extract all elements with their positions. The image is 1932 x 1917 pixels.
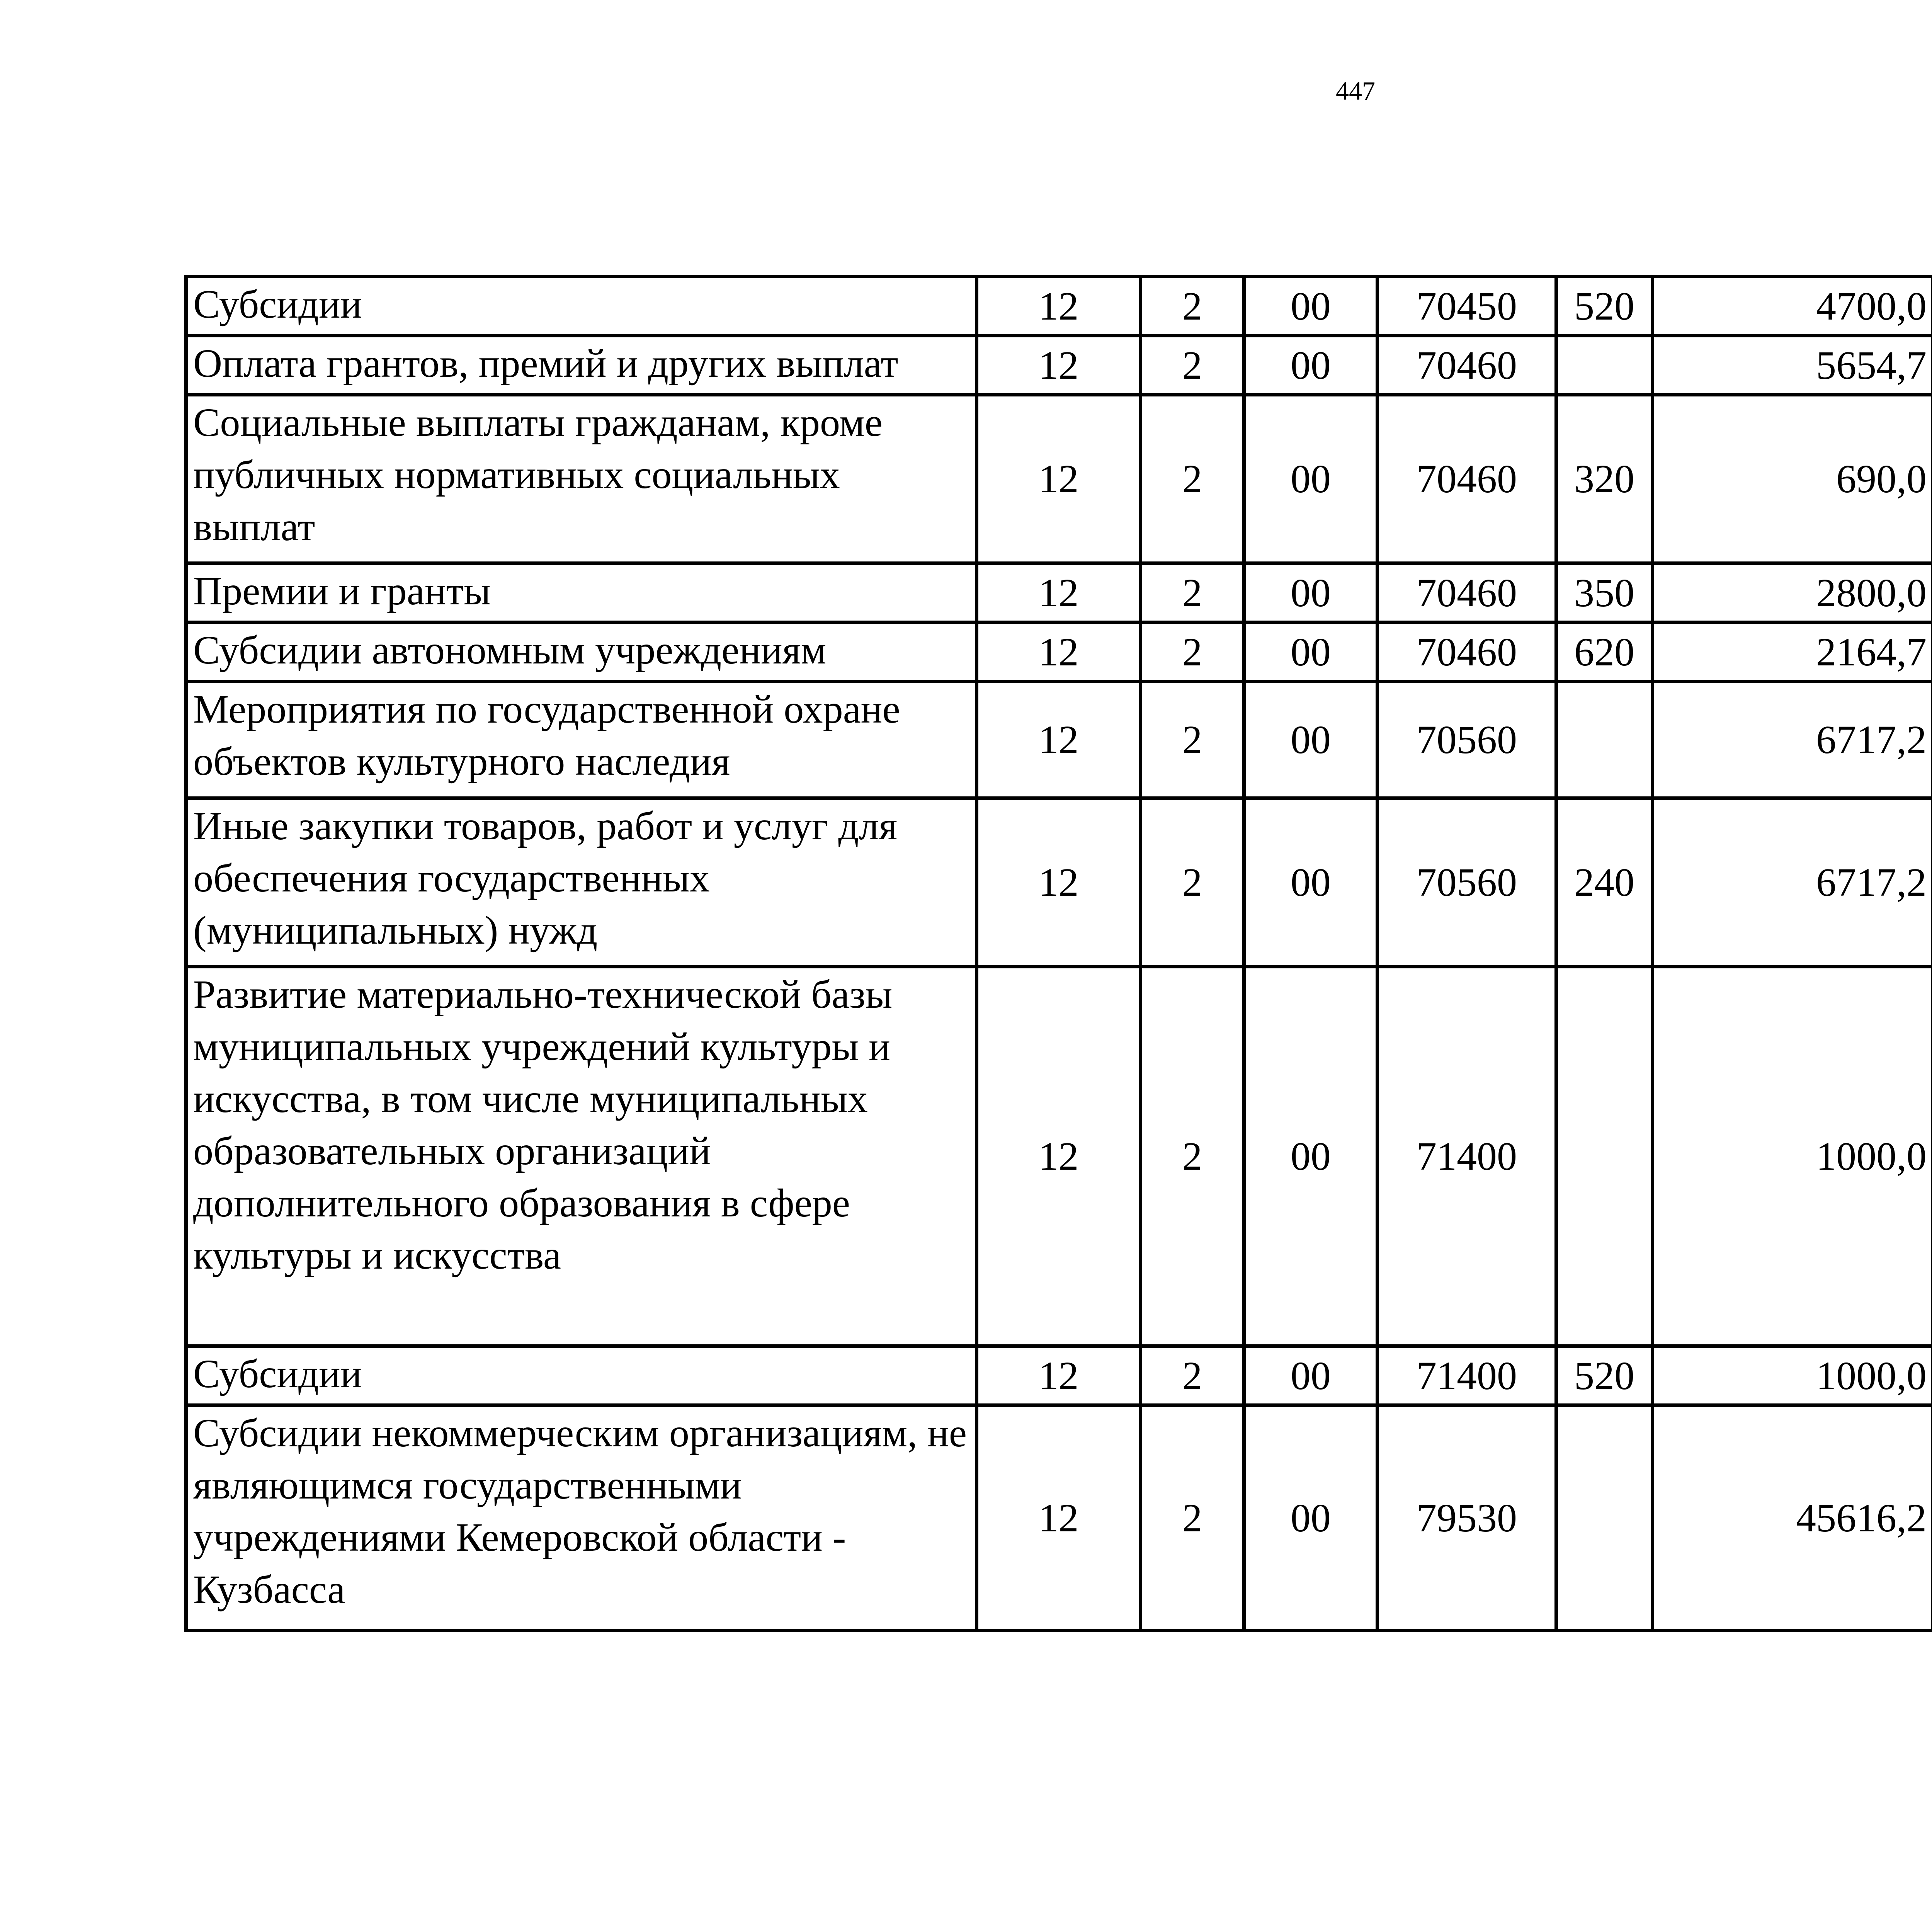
table-row xyxy=(186,682,1932,798)
code-1: 12 xyxy=(977,1405,1141,1631)
value-1: 1000,0 xyxy=(1653,1346,1932,1405)
code-3: 00 xyxy=(1244,563,1378,623)
value-1: 1000,0 xyxy=(1653,967,1932,1346)
code-5: 350 xyxy=(1556,563,1653,623)
row-name: Премии и гранты xyxy=(186,563,977,623)
code-1: 12 xyxy=(977,563,1141,623)
code-3: 00 xyxy=(1244,623,1378,682)
value-1: 6717,2 xyxy=(1653,682,1932,798)
code-3: 00 xyxy=(1244,395,1378,563)
code-4: 70460 xyxy=(1378,395,1556,563)
code-3: 00 xyxy=(1244,1405,1378,1631)
code-4: 71400 xyxy=(1378,967,1556,1346)
code-4: 70560 xyxy=(1378,798,1556,967)
code-2: 2 xyxy=(1141,967,1244,1346)
value-1: 5654,7 xyxy=(1653,336,1932,395)
budget-table xyxy=(184,275,1932,1632)
code-5: 520 xyxy=(1556,1346,1653,1405)
code-2: 2 xyxy=(1141,623,1244,682)
code-2: 2 xyxy=(1141,563,1244,623)
table-row xyxy=(186,623,1932,682)
row-name: Мероприятия по государственной охране объектов культурного наследия xyxy=(186,682,977,798)
code-5: 620 xyxy=(1556,623,1653,682)
code-2: 2 xyxy=(1141,395,1244,563)
row-name: Иные закупки товаров, работ и услуг для обеспечения государственных (муниципальных) нужд xyxy=(186,798,977,967)
code-1: 12 xyxy=(977,967,1141,1346)
row-name: Субсидии xyxy=(186,1346,977,1405)
code-2: 2 xyxy=(1141,798,1244,967)
code-3: 00 xyxy=(1244,336,1378,395)
code-2: 2 xyxy=(1141,1405,1244,1631)
table-row xyxy=(186,395,1932,563)
code-2: 2 xyxy=(1141,336,1244,395)
code-3: 00 xyxy=(1244,798,1378,967)
row-name: Оплата грантов, премий и других выплат xyxy=(186,336,977,395)
table-row xyxy=(186,336,1932,395)
table-row xyxy=(186,967,1932,1346)
code-1: 12 xyxy=(977,277,1141,336)
code-4: 70450 xyxy=(1378,277,1556,336)
row-name: Субсидии xyxy=(186,277,977,336)
code-3: 00 xyxy=(1244,277,1378,336)
code-5 xyxy=(1556,1405,1653,1631)
table-row xyxy=(186,1405,1932,1631)
row-name: Субсидии некоммерческим организациям, не являющимся государственными учреждениями Кемеровской области - Кузбасса xyxy=(186,1405,977,1631)
row-name: Социальные выплаты гражданам, кроме публичных нормативных социальных выплат xyxy=(186,395,977,563)
code-5 xyxy=(1556,682,1653,798)
code-3: 00 xyxy=(1244,967,1378,1346)
code-2: 2 xyxy=(1141,1346,1244,1405)
page-number: 447 xyxy=(1336,76,1375,105)
code-4: 71400 xyxy=(1378,1346,1556,1405)
code-4: 70460 xyxy=(1378,336,1556,395)
code-5 xyxy=(1556,967,1653,1346)
table-row xyxy=(186,277,1932,336)
value-1: 2800,0 xyxy=(1653,563,1932,623)
code-1: 12 xyxy=(977,798,1141,967)
value-1: 690,0 xyxy=(1653,395,1932,563)
code-1: 12 xyxy=(977,682,1141,798)
code-4: 70460 xyxy=(1378,623,1556,682)
value-1: 4700,0 xyxy=(1653,277,1932,336)
table-row xyxy=(186,798,1932,967)
code-4: 70560 xyxy=(1378,682,1556,798)
code-1: 12 xyxy=(977,395,1141,563)
row-name: Развитие материально-технической базы муниципальных учреждений культуры и искусства, в том числе муниципальных образовательных организаций дополнительного образования в сфере культуры и искусства xyxy=(186,967,977,1346)
code-1: 12 xyxy=(977,1346,1141,1405)
value-1: 45616,2 xyxy=(1653,1405,1932,1631)
value-1: 6717,2 xyxy=(1653,798,1932,967)
table-row xyxy=(186,563,1932,623)
code-5: 240 xyxy=(1556,798,1653,967)
code-4: 79530 xyxy=(1378,1405,1556,1631)
code-4: 70460 xyxy=(1378,563,1556,623)
code-2: 2 xyxy=(1141,277,1244,336)
row-name: Субсидии автономным учреждениям xyxy=(186,623,977,682)
code-5: 520 xyxy=(1556,277,1653,336)
table-row xyxy=(186,1346,1932,1405)
code-3: 00 xyxy=(1244,1346,1378,1405)
code-5: 320 xyxy=(1556,395,1653,563)
code-2: 2 xyxy=(1141,682,1244,798)
value-1: 2164,7 xyxy=(1653,623,1932,682)
code-1: 12 xyxy=(977,623,1141,682)
code-5 xyxy=(1556,336,1653,395)
code-1: 12 xyxy=(977,336,1141,395)
code-3: 00 xyxy=(1244,682,1378,798)
